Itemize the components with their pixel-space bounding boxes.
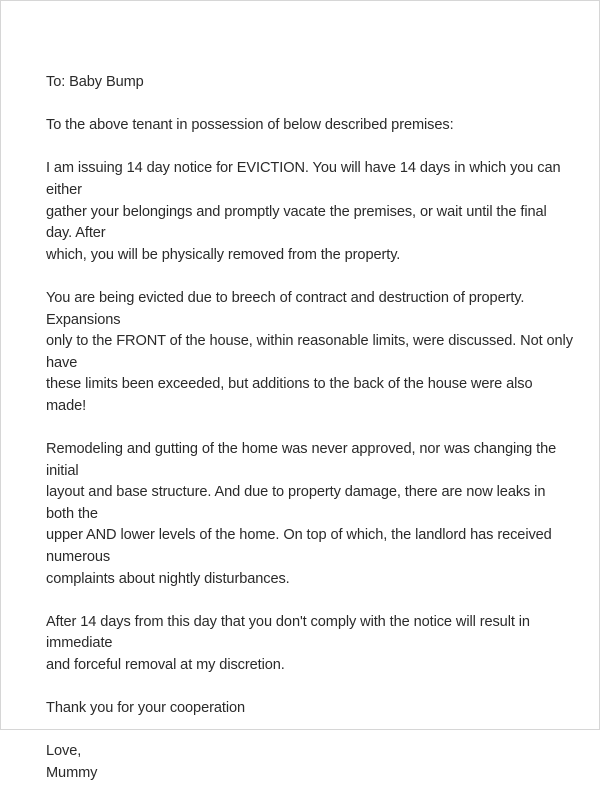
closing-line: Love, [46,743,82,760]
thanks-line: Thank you for your cooperation [46,700,245,717]
addressee-line: To: Baby Bump [46,74,144,90]
intro-line: To the above tenant in possession of below described premises: [46,117,454,134]
paragraph-damages: Remodeling and gutting of the home was never approved, nor was changing the initial layout and base structure. And due to property damage, there are now leaks in both the upper AND lower levels of the home. On top of which, the landlord has received numerous complaints about nightly disturbances. [46,441,557,587]
paragraph-consequence: After 14 days from this day that you don't comply with the notice will result in immediate and forceful removal at my discretion. [46,613,530,674]
signature-line: Mummy [46,765,98,781]
letter-body [46,72,576,785]
paragraph-reason: You are being evicted due to breech of contract and destruction of property. Expansions only to the FRONT of the house, within reasonable limits, were discussed. Not only have these limits been exceeded, but additions to the back of the house were also made! [46,289,573,414]
signoff [46,741,576,784]
paragraph-notice: I am issuing 14 day notice for EVICTION. You will have 14 days in which you can either gather your belongings and promptly vacate the premises, or wait until the final day. After which, you will be physically removed from the property. [46,160,561,263]
